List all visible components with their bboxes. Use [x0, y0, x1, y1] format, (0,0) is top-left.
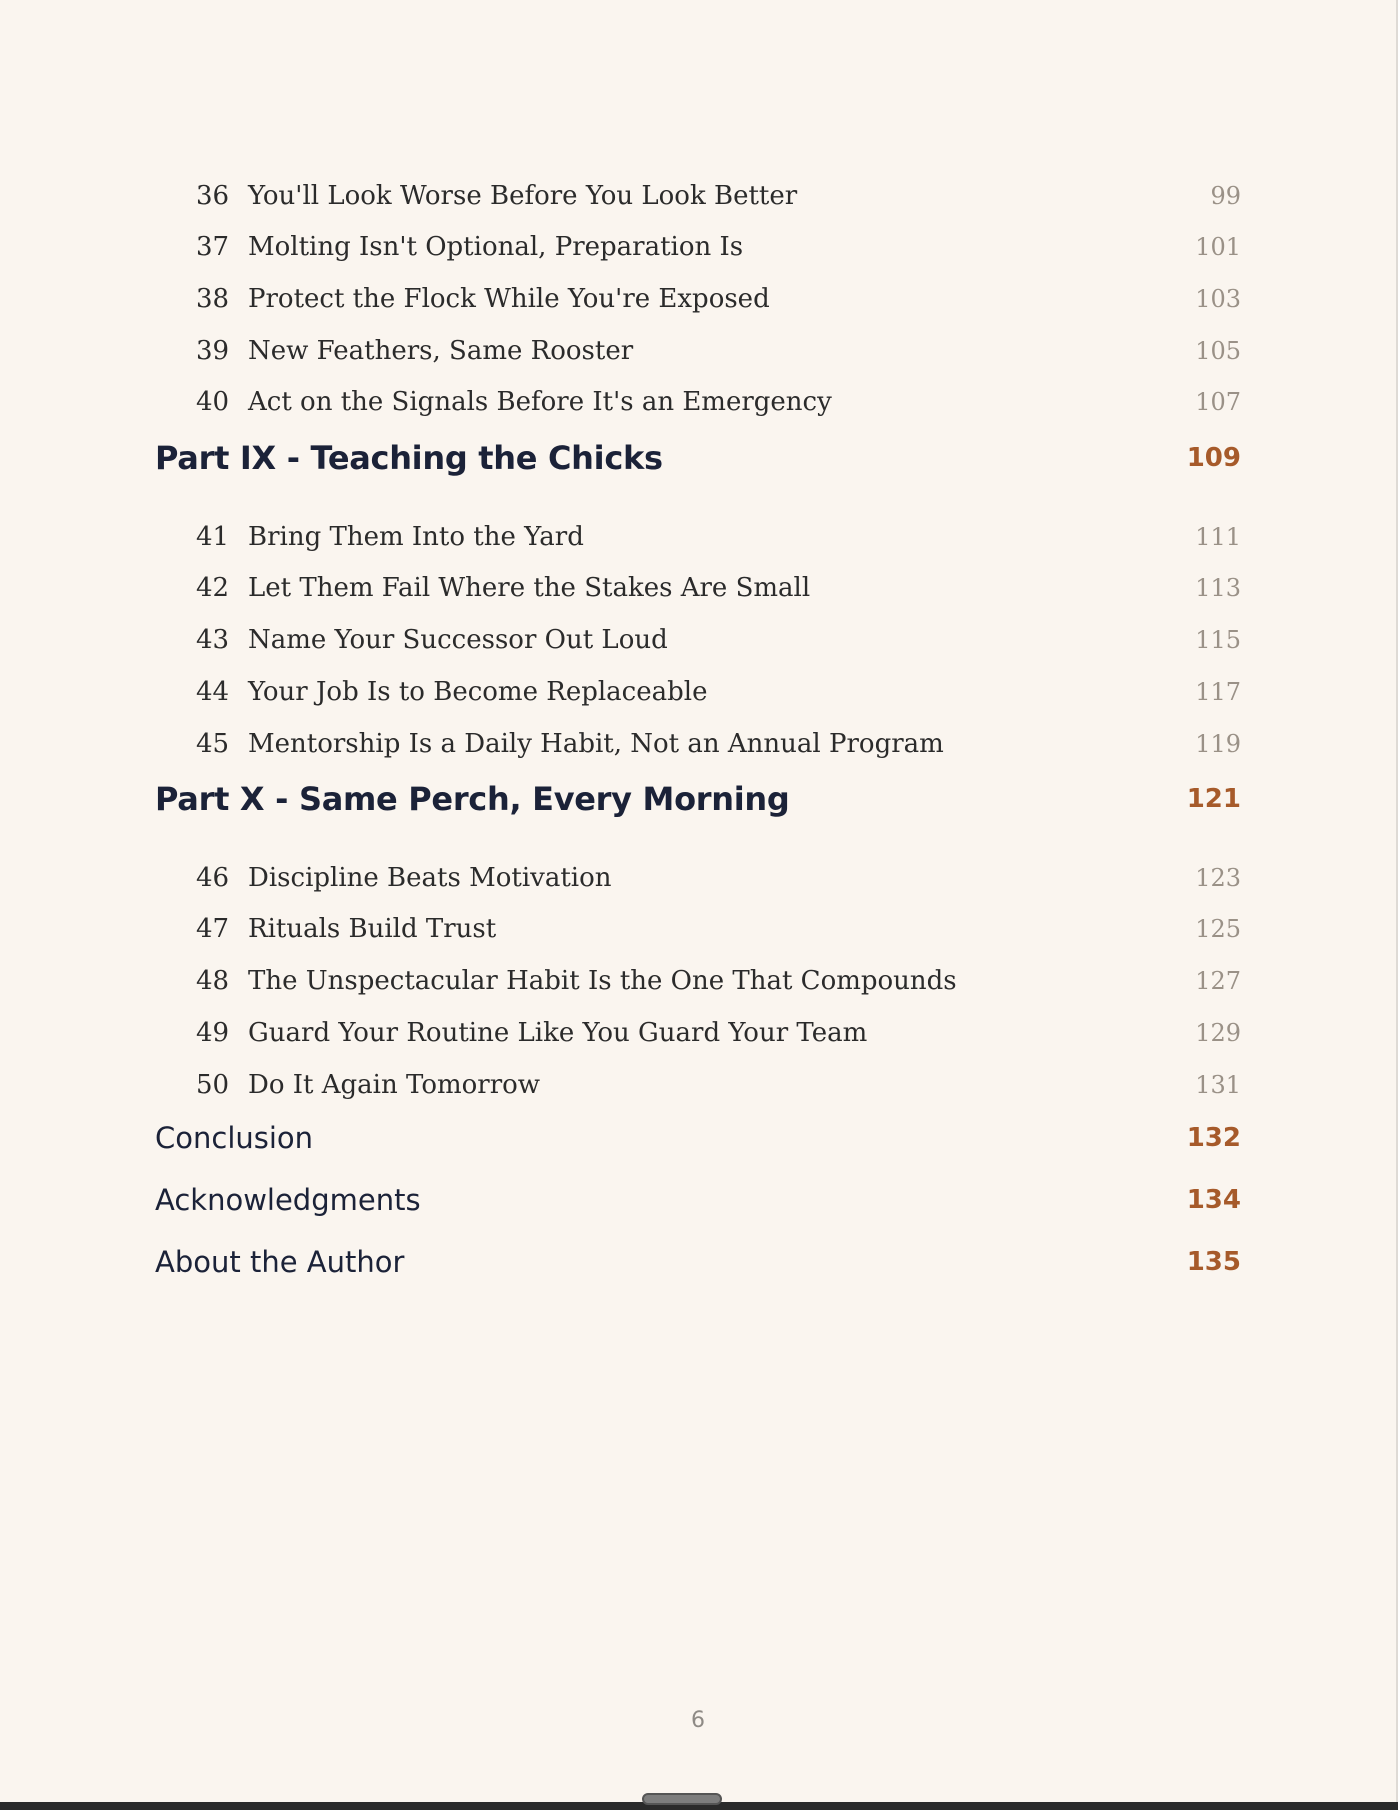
toc-chapter-entry[interactable]	[155, 382, 1241, 422]
chapter-number: 46	[196, 863, 230, 893]
chapter-page-number: 115	[1195, 626, 1241, 654]
toc-chapter-entry[interactable]	[155, 672, 1241, 712]
chapter-title: New Feathers, Same Rooster	[248, 336, 634, 366]
part-page-number: 121	[1186, 784, 1241, 814]
toc-chapter-entry[interactable]	[155, 227, 1241, 267]
chapter-page-number: 127	[1195, 967, 1241, 995]
part-page-number: 109	[1186, 443, 1241, 473]
back-matter-title: Acknowledgments	[155, 1183, 421, 1217]
toc-back-matter-entry[interactable]	[155, 1117, 1241, 1159]
chapter-page-number: 103	[1195, 285, 1241, 313]
chapter-title: Do It Again Tomorrow	[248, 1070, 541, 1100]
chapter-title: Protect the Flock While You're Exposed	[248, 284, 770, 314]
part-title: Part IX - Teaching the Chicks	[155, 439, 663, 477]
page-number: 6	[691, 1708, 705, 1733]
chapter-number: 44	[196, 677, 230, 707]
chapter-title: Mentorship Is a Daily Habit, Not an Annual Program	[248, 729, 944, 759]
chapter-number: 48	[196, 966, 230, 996]
chapter-page-number: 107	[1195, 388, 1241, 416]
chapter-title: The Unspectacular Habit Is the One That Compounds	[248, 966, 957, 996]
back-matter-page-number: 135	[1186, 1247, 1241, 1277]
toc-chapter-entry[interactable]	[155, 961, 1241, 1001]
toc-chapter-entry[interactable]	[155, 724, 1241, 764]
chapter-title: Guard Your Routine Like You Guard Your Team	[248, 1018, 868, 1048]
toc-chapter-entry[interactable]	[155, 858, 1241, 898]
chapter-page-number: 129	[1195, 1019, 1241, 1047]
toc-back-matter-entry[interactable]	[155, 1241, 1241, 1283]
back-matter-page-number: 134	[1186, 1185, 1241, 1215]
toc-chapter-entry[interactable]	[155, 331, 1241, 371]
back-matter-title: About the Author	[155, 1245, 405, 1279]
scroll-handle[interactable]	[642, 1793, 722, 1805]
toc-chapter-entry[interactable]	[155, 909, 1241, 949]
chapter-page-number: 117	[1195, 678, 1241, 706]
chapter-number: 42	[196, 573, 230, 603]
chapter-number: 41	[196, 522, 230, 552]
chapter-page-number: 111	[1195, 523, 1241, 551]
chapter-page-number: 101	[1195, 233, 1241, 261]
toc-back-matter-entry[interactable]	[155, 1179, 1241, 1221]
chapter-title: Name Your Successor Out Loud	[248, 625, 668, 655]
chapter-page-number: 123	[1195, 864, 1241, 892]
toc-chapter-entry[interactable]	[155, 620, 1241, 660]
toc-part-entry[interactable]	[155, 775, 1241, 823]
chapter-number: 49	[196, 1018, 230, 1048]
chapter-page-number: 99	[1210, 182, 1241, 210]
chapter-number: 37	[196, 232, 230, 262]
chapter-number: 45	[196, 729, 230, 759]
chapter-title: Let Them Fail Where the Stakes Are Small	[248, 573, 811, 603]
chapter-page-number: 125	[1195, 915, 1241, 943]
toc-chapter-entry[interactable]	[155, 1065, 1241, 1105]
chapter-title: Rituals Build Trust	[248, 914, 497, 944]
chapter-number: 39	[196, 336, 230, 366]
chapter-title: Your Job Is to Become Replaceable	[248, 677, 708, 707]
back-matter-page-number: 132	[1186, 1123, 1241, 1153]
toc-chapter-entry[interactable]	[155, 279, 1241, 319]
chapter-number: 40	[196, 387, 230, 417]
chapter-title: Molting Isn't Optional, Preparation Is	[248, 232, 744, 262]
chapter-number: 50	[196, 1070, 230, 1100]
chapter-page-number: 119	[1195, 730, 1241, 758]
chapter-number: 38	[196, 284, 230, 314]
toc-chapter-entry[interactable]	[155, 568, 1241, 608]
part-title: Part X - Same Perch, Every Morning	[155, 780, 790, 818]
chapter-title: You'll Look Worse Before You Look Better	[248, 181, 798, 211]
toc-chapter-entry[interactable]	[155, 176, 1241, 216]
chapter-page-number: 105	[1195, 337, 1241, 365]
chapter-title: Bring Them Into the Yard	[248, 522, 584, 552]
chapter-number: 43	[196, 625, 230, 655]
chapter-number: 47	[196, 914, 230, 944]
back-matter-title: Conclusion	[155, 1121, 314, 1155]
chapter-page-number: 131	[1195, 1071, 1241, 1099]
toc-chapter-entry[interactable]	[155, 517, 1241, 557]
toc-chapter-entry[interactable]	[155, 1013, 1241, 1053]
chapter-title: Discipline Beats Motivation	[248, 863, 612, 893]
chapter-title: Act on the Signals Before It's an Emergency	[248, 387, 832, 417]
chapter-page-number: 113	[1195, 574, 1241, 602]
toc-part-entry[interactable]	[155, 434, 1241, 482]
chapter-number: 36	[196, 181, 230, 211]
